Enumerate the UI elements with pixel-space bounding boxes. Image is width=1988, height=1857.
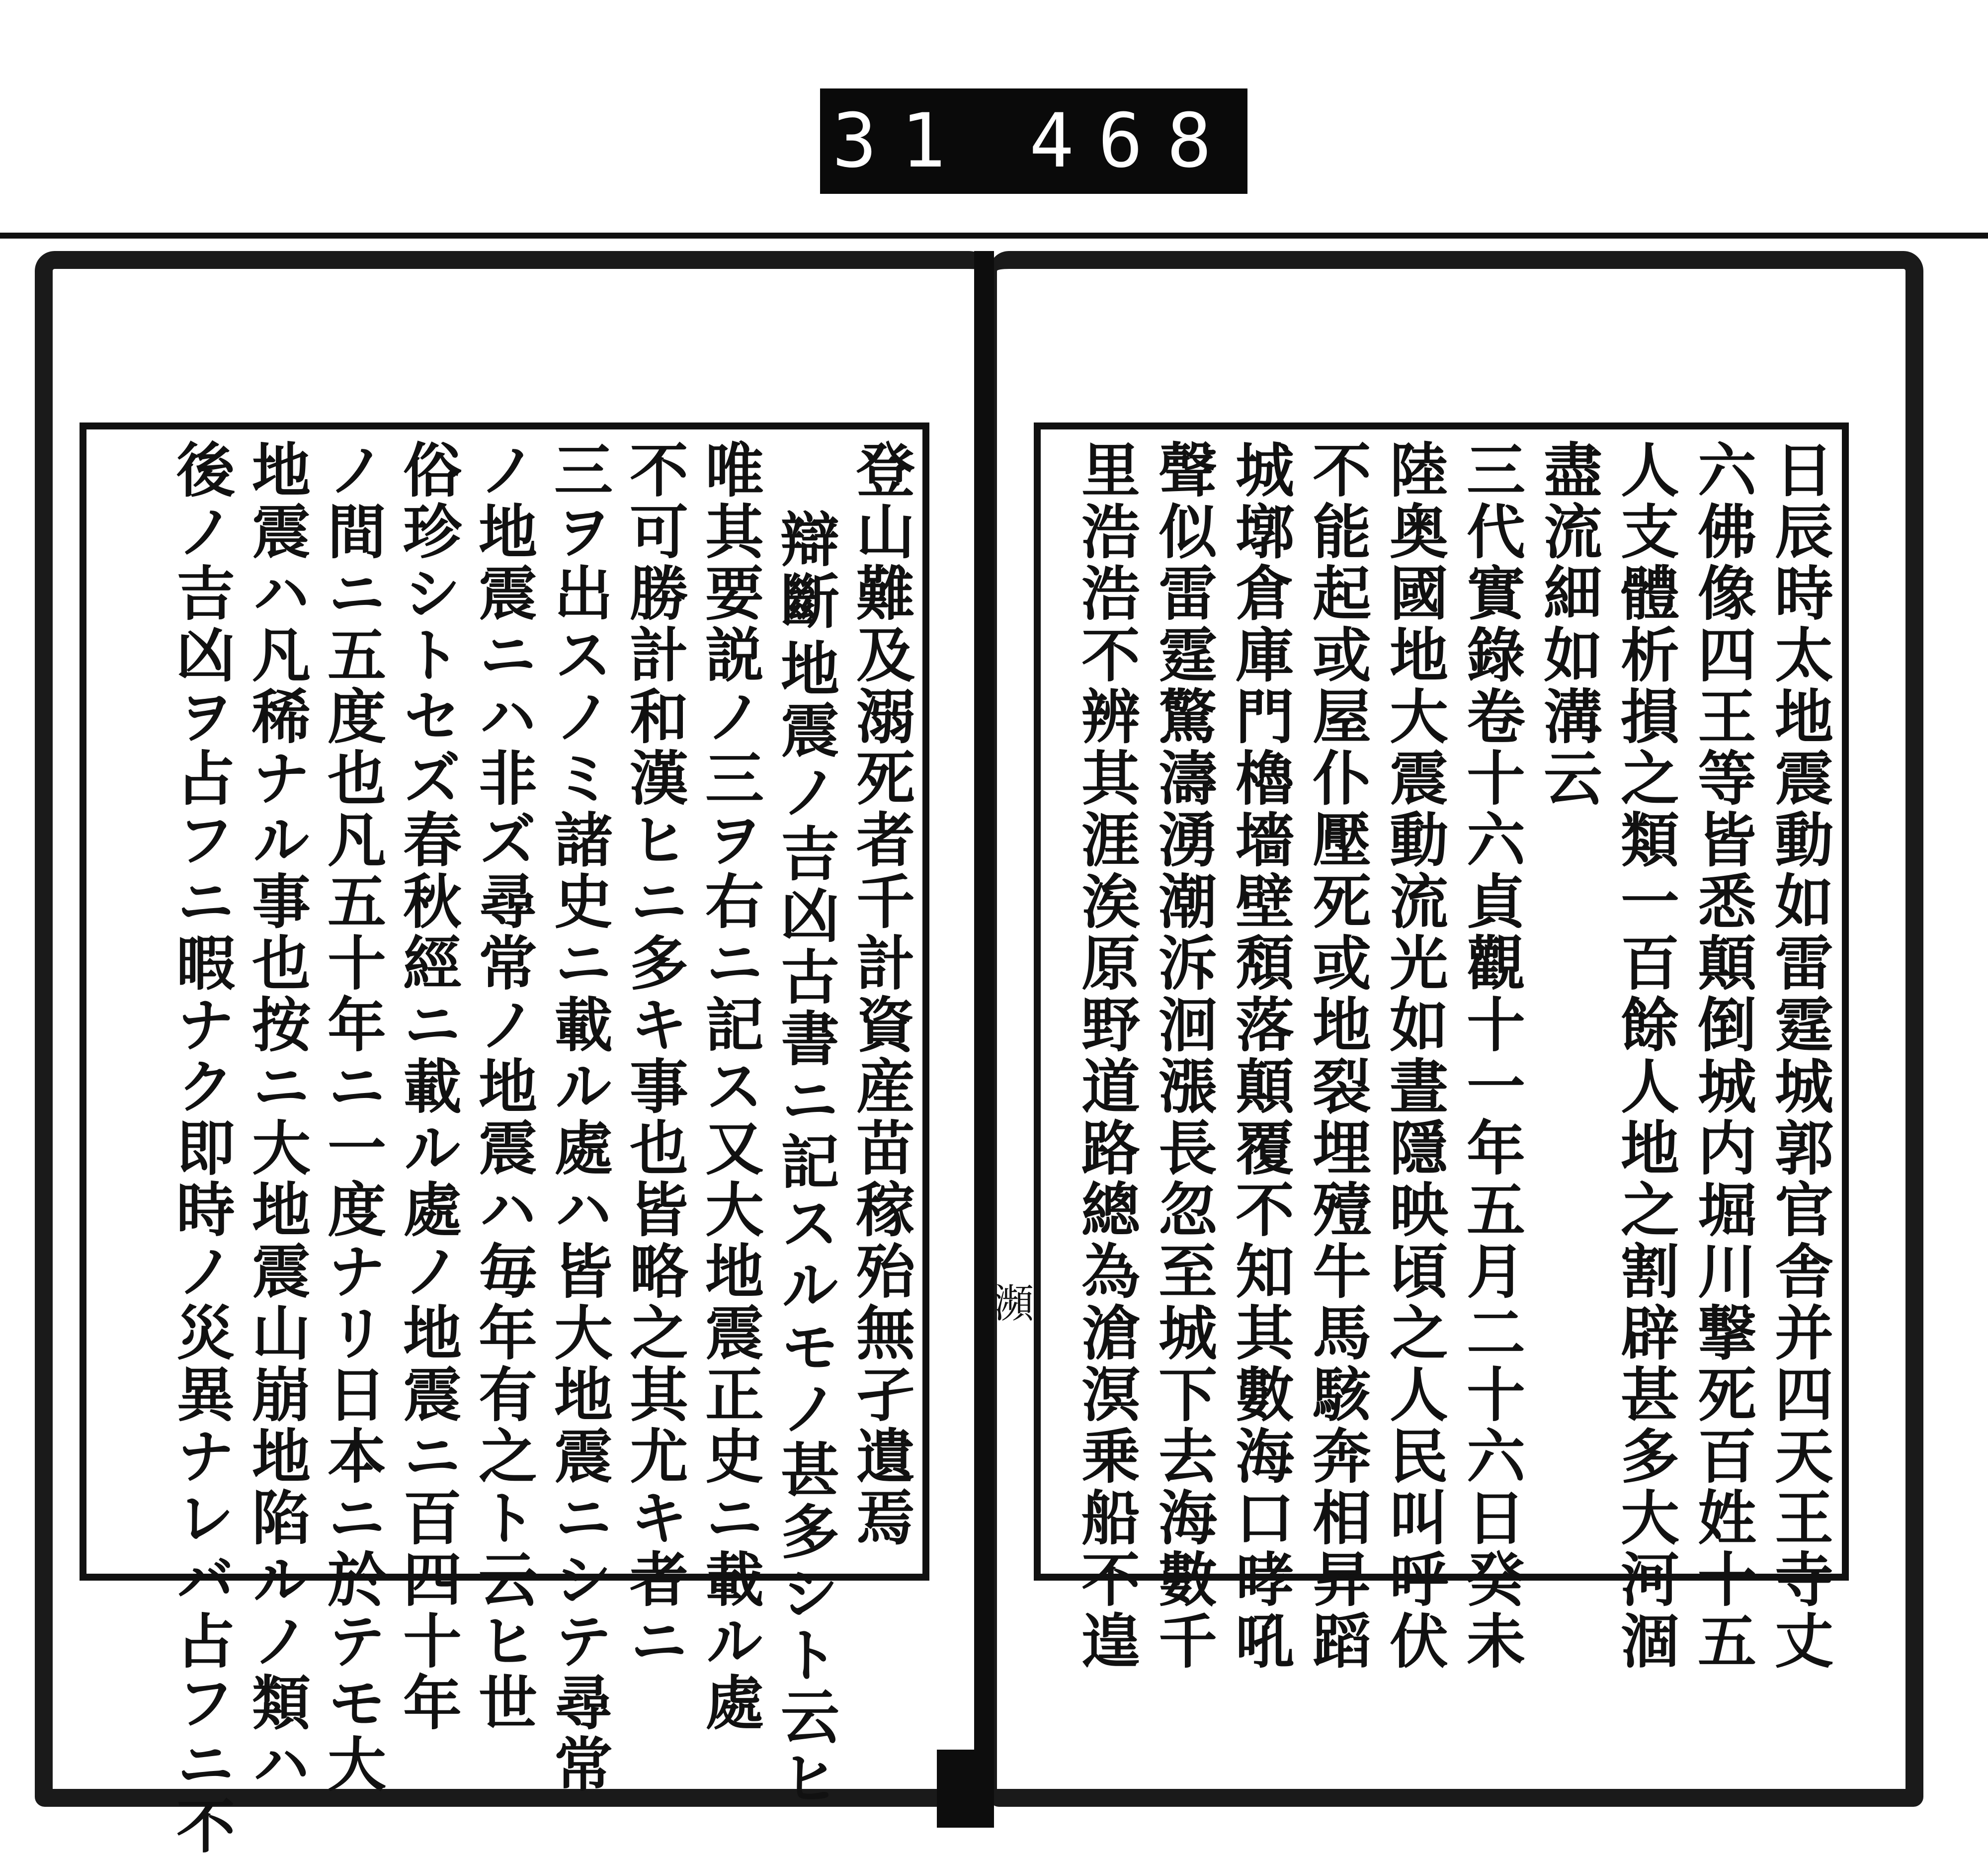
accession-number-2: 468.	[1029, 98, 1305, 184]
left-column-7: ノ地震ニハ非ズ尋常ノ地震ハ毎年有之ト云ヒ世	[469, 439, 538, 1734]
left-column-1: 登山難及溺死者千計資産苗稼殆無孑遺焉	[846, 439, 915, 1549]
right-column-5: 三代實錄卷十六貞觀十一年五月二十六日癸未	[1457, 439, 1526, 1672]
left-column-2: 辯斷	[771, 509, 840, 632]
accession-number-1: 931	[763, 98, 970, 184]
right-text-frame	[1034, 422, 1849, 1672]
left-column-10: 地震ハ凡稀ナル事也按ニ大地震山崩地陷ルノ類ハ	[242, 439, 311, 1795]
right-column-9: 聲似雷霆驚濤湧潮泝洄漲長忽至城下去海數千	[1149, 439, 1218, 1672]
right-column-3: 人支體析損之類一百餘人地之割辟甚多大河涸	[1611, 439, 1680, 1672]
left-column-3: 地震ノ吉凶古書ニ記スルモノ甚多シト云ヒ	[771, 638, 840, 1809]
left-column-6: 三ヲ出スノミ諸史ニ載ル處ハ皆大地震ニシテ尋常	[544, 439, 613, 1795]
left-column-9: ノ間ニ五度也凡五十年ニ一度ナリ日本ニ於テモ大	[318, 439, 387, 1795]
left-text-frame	[80, 422, 929, 1857]
right-column-6: 陸奥國地大震動流光如晝隱映頃之人民叫呼伏	[1380, 439, 1449, 1672]
accession-number-plate	[763, 88, 1305, 194]
book-gutter	[974, 251, 994, 1828]
right-column-2: 六佛像四王等皆悉顛倒城内堀川撃死百姓十五	[1688, 439, 1757, 1672]
left-column-4: 唯其要説ノ三ヲ右ニ記ス又大地震正史ニ載ル處	[695, 439, 764, 1734]
right-column-7: 不能起或屋仆壓死或地裂埋殪牛馬駭奔相昇蹈	[1303, 439, 1372, 1672]
left-column-11: 後ノ吉凶ヲ占フニ暇ナク即時ノ災異ナレバ占フニ不	[166, 439, 236, 1857]
right-column-8: 城墎倉庫門櫓墻壁頽落顛覆不知其數海口哮吼	[1226, 439, 1295, 1672]
right-column-10: 里浩浩不辨其涯涘原野道路總為滄溟乗船不遑	[1072, 439, 1141, 1672]
spine-bottom	[937, 1750, 982, 1828]
right-column-4: 盡流細如溝云	[1534, 439, 1603, 809]
margin-mark: 瀕	[987, 1282, 1033, 1322]
right-column-1: 日辰時太地震動如雷霆城郭官舎并四天王寺丈	[1765, 439, 1834, 1672]
scanner-rule-line	[0, 233, 1988, 239]
left-column-5: 不可勝計和漢ヒニ多キ事也皆略之其尤キ者ニ	[620, 439, 689, 1672]
left-column-8: 俗珍シトセズ春秋經ニ載ル處ノ地震ニ百四十年	[393, 439, 462, 1734]
